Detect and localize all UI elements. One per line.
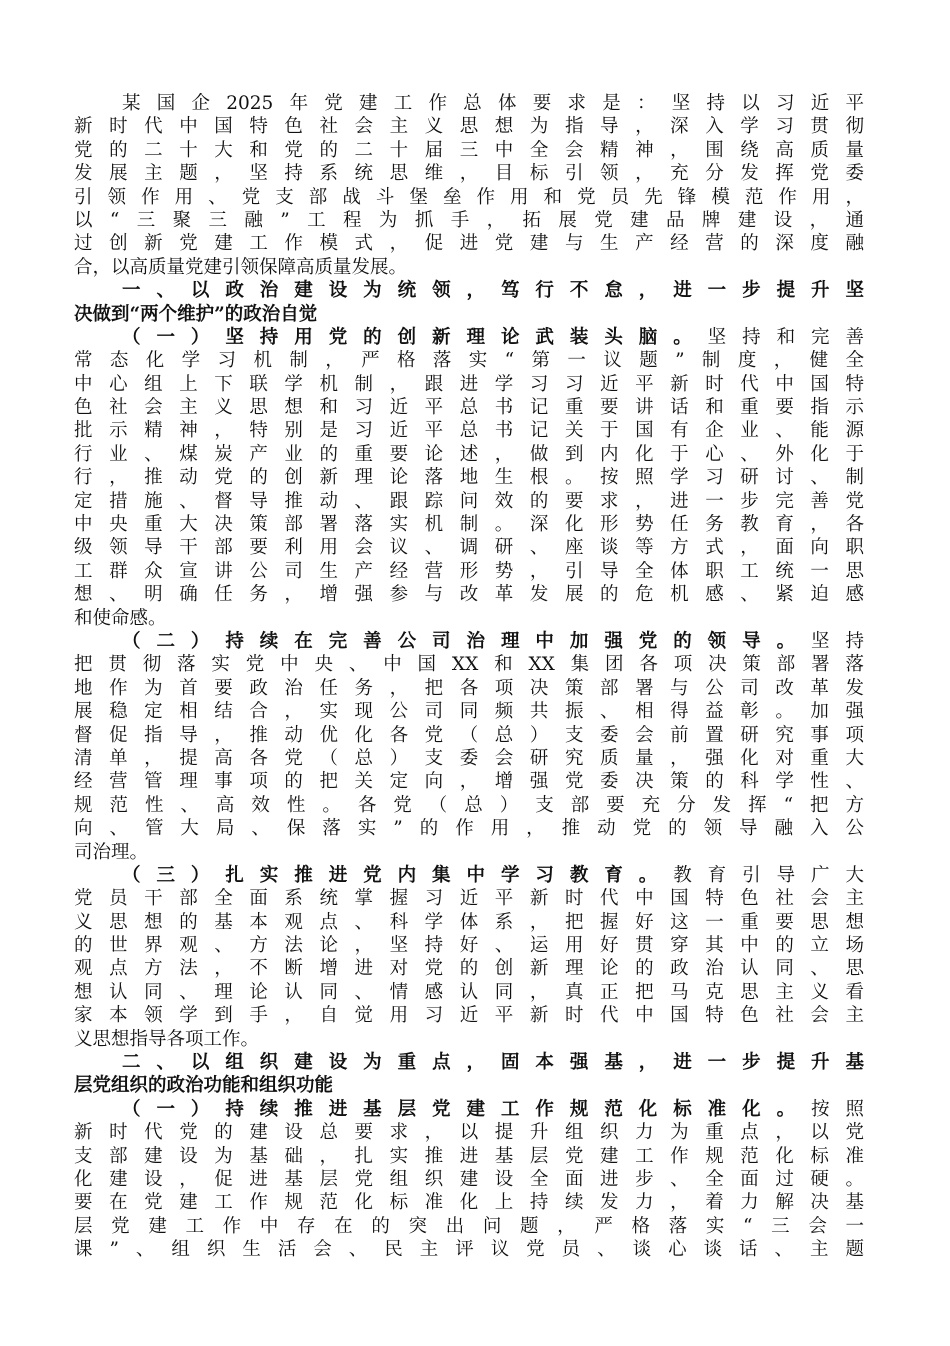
line-text: 发展主题，坚持系统思维，目标引领，充分发挥党委 [74,163,864,185]
line-text: 中心组上下联学机制，跟进学习习近平新时代中国特 [74,373,864,395]
line-text: 党员干部全面系统掌握习近平新时代中国特色社会主 [74,888,864,910]
line-text: 层党组织的政治功能和组织功能 [74,1075,334,1097]
paragraph-line [74,747,864,770]
line-text: 决做到“两个维护”的政治自觉 [74,303,318,325]
paragraph-line [74,466,864,489]
paragraph-line [74,957,864,980]
paragraph-line [74,630,864,653]
paragraph-line [74,490,864,513]
line-text: 和使命感。 [74,607,167,629]
line-text: 展稳定相结合，实现公司同频共振、相得益彰。加强 [74,701,864,723]
line-text: 家本领学到手，自觉用习近平新时代中国特色社会主 [74,1005,864,1027]
paragraph-line [74,911,864,934]
line-text: 要在党建工作规范化标准化上持续发力，着力解决基 [74,1192,864,1214]
paragraph-line [74,794,864,817]
paragraph-line [74,677,864,700]
line-text: 定措施、督导推动、跟踪问效的要求，进一步完善党 [74,490,864,512]
paragraph-line [74,981,864,1004]
subsection-title: （一）持续推进基层党建工作规范化标准化。 [122,1098,812,1120]
line-text: 级领导干部要利用会议、调研、座谈等方式，面向职 [74,537,864,559]
line-text: 支部建设为基础，扎实推进基层党建工作规范化标准 [74,1145,864,1167]
subsection-title: （一）坚持用党的创新理论武装头脑。 [122,326,708,348]
line-text: 想、明确任务，增强参与改革发展的危机感、紧迫感 [74,584,864,606]
line-text: 批示精神，特别是习近平总书记关于国有企业、能源 [74,420,864,442]
paragraph-line [74,560,864,583]
line-text: 行业、煤炭产业的重要论述，做到内化于心、外化于 [74,443,864,465]
paragraph-line [74,653,864,676]
line-text: 向、管大局、保落实”的作用，推动党的领导融入公 [74,818,864,840]
line-text: 中央重大决策部署落实机制。深化形势任务教育，各 [74,514,864,536]
line-text: 义思想指导各项工作。 [74,1028,260,1050]
line-text: 清单，提高各党（总）支委会研究质量，强化对重大 [74,747,864,769]
line-text: 二、以组织建设为重点，固本强基，进一步提升基 [122,1052,864,1074]
paragraph-line [74,162,864,185]
section-heading-line [74,303,864,326]
document-body [74,92,864,1262]
line-text: 色社会主义思想和习近平总书记重要讲话和重要指示 [74,397,864,419]
line-text: 地作为首要政治任务，把各项决策部署与公司改革发 [74,677,864,699]
section-heading-line [74,1074,864,1097]
line-text: 过创新党建工作模式，促进党建与生产经营的深度融 [74,233,864,255]
subsection-title: （二）持续在完善公司治理中加强党的领导。 [122,630,812,652]
paragraph-line [74,1145,864,1168]
subsection-title: （三）扎实推进党内集中学习教育。 [122,864,674,886]
paragraph-line [74,1215,864,1238]
paragraph-line [74,700,864,723]
line-text: 工群众宣讲公司生产经营形势，引导全体职工统一思 [74,560,864,582]
line-text: 以“三聚三融”工程为抓手，拓展党建品牌建设，通 [74,209,864,231]
paragraph-line [74,536,864,559]
paragraph-line [74,1028,864,1051]
paragraph-line [74,770,864,793]
paragraph-line [74,583,864,606]
paragraph-line [74,419,864,442]
line-text: 想认同、理论认同、情感认同，真正把马克思主义看 [74,981,864,1003]
paragraph-line [74,139,864,162]
paragraph-line [74,887,864,910]
line-text: 常态化学习机制，严格落实“第一议题”制度，健全 [74,350,864,372]
line-text: 课”、组织生活会、民主评议党员、谈心谈话、主题 [74,1239,864,1261]
paragraph-line [74,115,864,138]
line-text: 新时代中国特色社会主义思想为指导，深入学习贯彻 [74,116,864,138]
paragraph-line [74,1004,864,1027]
line-text: 坚持 [811,630,864,652]
paragraph-line [74,396,864,419]
paragraph-line [74,724,864,747]
line-text: 合，以高质量党建引领保障高质量发展。 [74,256,408,278]
paragraph-line [74,256,864,279]
paragraph-line [74,92,864,115]
paragraph-line [74,817,864,840]
line-text: 司治理。 [74,841,149,863]
line-text: 观点方法，不断增进对党的创新理论的政治认同、思 [74,958,864,980]
line-text: 把贯彻落实党中央、中国XX和XX集团各项决策部署落 [74,654,864,676]
paragraph-line [74,1191,864,1214]
line-text: 层党建工作中存在的突出问题，严格落实“三会一 [74,1215,864,1237]
paragraph-line [74,209,864,232]
line-text: 督促指导，推动优化各党（总）支委会前置研究事项 [74,724,864,746]
line-text: 的世界观、方法论，坚持好、运用好贯穿其中的立场 [74,935,864,957]
line-text: 党的二十大和党的二十届三中全会精神，围绕高质量 [74,139,864,161]
line-text: 经营管理事项的把关定向，增强党委决策的科学性、 [74,771,864,793]
line-text: 化建设，促进基层党组织建设全面进步、全面过硬。 [74,1168,864,1190]
paragraph-line [74,373,864,396]
line-text: 某国企2025年党建工作总体要求是：坚持以习近平 [122,93,864,114]
line-text: 按照 [811,1098,864,1120]
paragraph-line [74,1168,864,1191]
paragraph-line [74,841,864,864]
paragraph-line [74,349,864,372]
line-text: 义思想的基本观点、科学体系，把握好这一重要思想 [74,911,864,933]
paragraph-line [74,864,864,887]
paragraph-line [74,232,864,255]
paragraph-line [74,1098,864,1121]
line-text: 坚持和完善 [707,326,864,348]
line-text: 一、以政治建设为统领，笃行不怠，进一步提升坚 [122,280,864,302]
paragraph-line [74,934,864,957]
line-text: 教育引导广大 [673,864,864,886]
paragraph-line [74,607,864,630]
line-text: 行，推动党的创新理论落地生根。按照学习研讨、制 [74,467,864,489]
paragraph-line [74,443,864,466]
paragraph-line [74,1238,864,1261]
line-text: 新时代党的建设总要求，以提升组织力为重点，以党 [74,1122,864,1144]
paragraph-line [74,186,864,209]
section-heading-line [74,279,864,302]
line-text: 规范性、高效性。各党（总）支部要充分发挥“把方 [74,794,864,816]
paragraph-line [74,326,864,349]
section-heading-line [74,1051,864,1074]
paragraph-line [74,513,864,536]
paragraph-line [74,1121,864,1144]
line-text: 引领作用、党支部战斗堡垒作用和党员先锋模范作用， [74,186,864,208]
